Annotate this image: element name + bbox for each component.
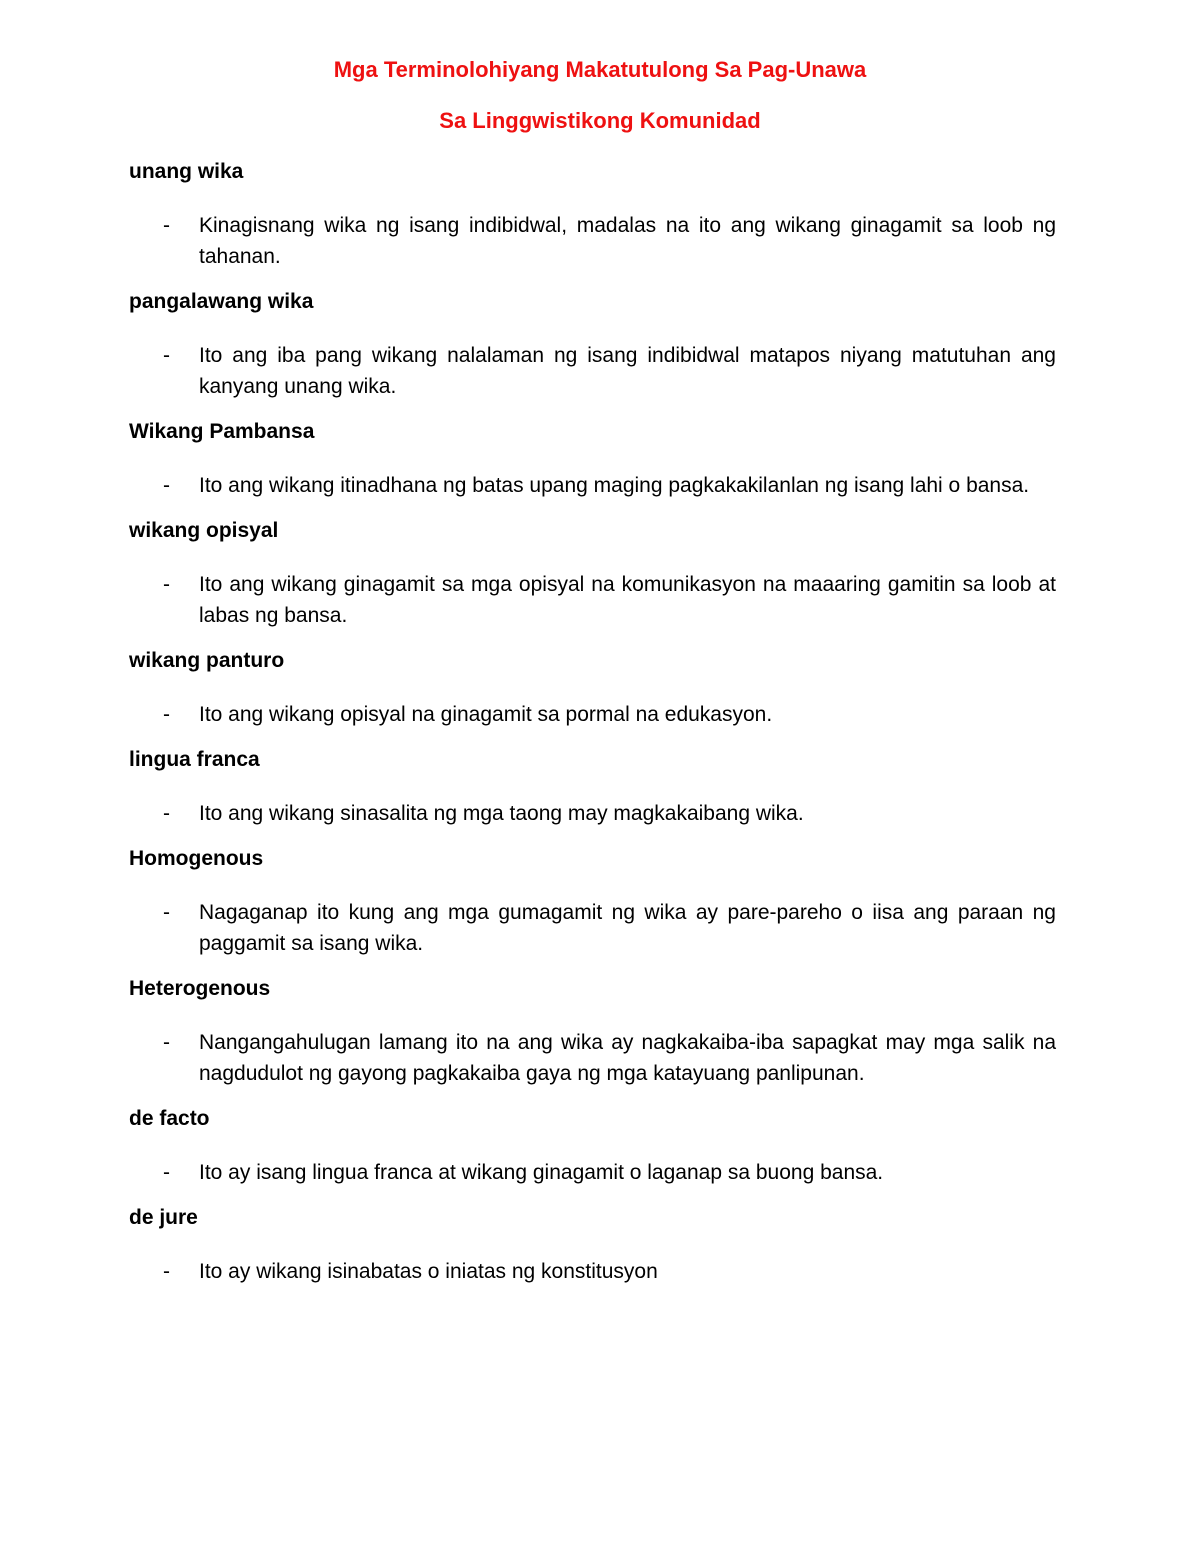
bullet-dash: - [163,344,170,367]
term-definition [129,1256,1056,1287]
definition-text: Nagaganap ito kung ang mga gumagamit ng wika ay pare-pareho o iisa ang paraan ng paggamit sa isang wika. [199,901,1056,955]
term-definition [129,1027,1056,1089]
bullet-dash: - [163,703,170,726]
term-definition [129,699,1056,730]
definition-text: Ito ay isang lingua franca at wikang ginagamit o laganap sa buong bansa. [199,1161,884,1184]
term-heading: Homogenous [129,847,264,870]
term-definition [129,798,1056,829]
term-entry [129,1205,1056,1287]
term-entry [129,846,1056,959]
term-definition [129,210,1056,272]
term-heading: unang wika [129,160,244,183]
term-heading: Wikang Pambansa [129,420,315,443]
definition-text: Nangangahulugan lamang ito na ang wika ay nagkakaiba-iba sapagkat may mga salik na nagdudulot ng gayong pagkakaiba gaya ng mga katayuang panlipunan. [199,1031,1056,1085]
document-title: Mga Terminolohiyang Makatutulong Sa Pag-Unawa [333,57,867,82]
term-entry [129,518,1056,631]
term-definition [129,897,1056,959]
term-entry [129,648,1056,730]
term-heading: pangalawang wika [129,290,314,313]
term-entry [129,289,1056,402]
term-definition [129,340,1056,402]
term-heading: Heterogenous [129,977,271,1000]
term-heading: lingua franca [129,748,260,771]
definition-text: Ito ang wikang ginagamit sa mga opisyal na komunikasyon na maaaring gamitin sa loob at labas ng bansa. [199,573,1056,627]
term-heading: de facto [129,1107,210,1130]
term-entry [129,747,1056,829]
definition-text: Ito ang wikang sinasalita ng mga taong may magkakaibang wika. [199,802,804,825]
term-entry [129,419,1056,501]
term-entry [129,1106,1056,1188]
bullet-dash: - [163,474,170,497]
definition-text: Ito ang wikang itinadhana ng batas upang maging pagkakakilanlan ng isang lahi o bansa. [199,474,1030,497]
bullet-dash: - [163,1260,170,1283]
definition-text: Kinagisnang wika ng isang indibidwal, madalas na ito ang wikang ginagamit sa loob ng tahanan. [199,214,1056,268]
document-subtitle: Sa Linggwistikong Komunidad [439,108,761,133]
term-definition [129,470,1056,501]
bullet-dash: - [163,214,170,237]
term-heading: de jure [129,1206,198,1229]
bullet-dash: - [163,573,170,596]
term-heading: wikang opisyal [129,519,279,542]
term-definition [129,1157,1056,1188]
definition-text: Ito ang wikang opisyal na ginagamit sa pormal na edukasyon. [199,703,773,726]
term-entry [129,976,1056,1089]
definition-text: Ito ay wikang isinabatas o iniatas ng konstitusyon [199,1260,658,1283]
bullet-dash: - [163,802,170,825]
term-entry [129,159,1056,272]
bullet-dash: - [163,1161,170,1184]
definition-text: Ito ang iba pang wikang nalalaman ng isang indibidwal matapos niyang matutuhan ang kanyang unang wika. [199,344,1056,398]
term-heading: wikang panturo [129,649,285,672]
bullet-dash: - [163,1031,170,1054]
term-definition [129,569,1056,631]
term-list [129,159,1056,1304]
bullet-dash: - [163,901,170,924]
